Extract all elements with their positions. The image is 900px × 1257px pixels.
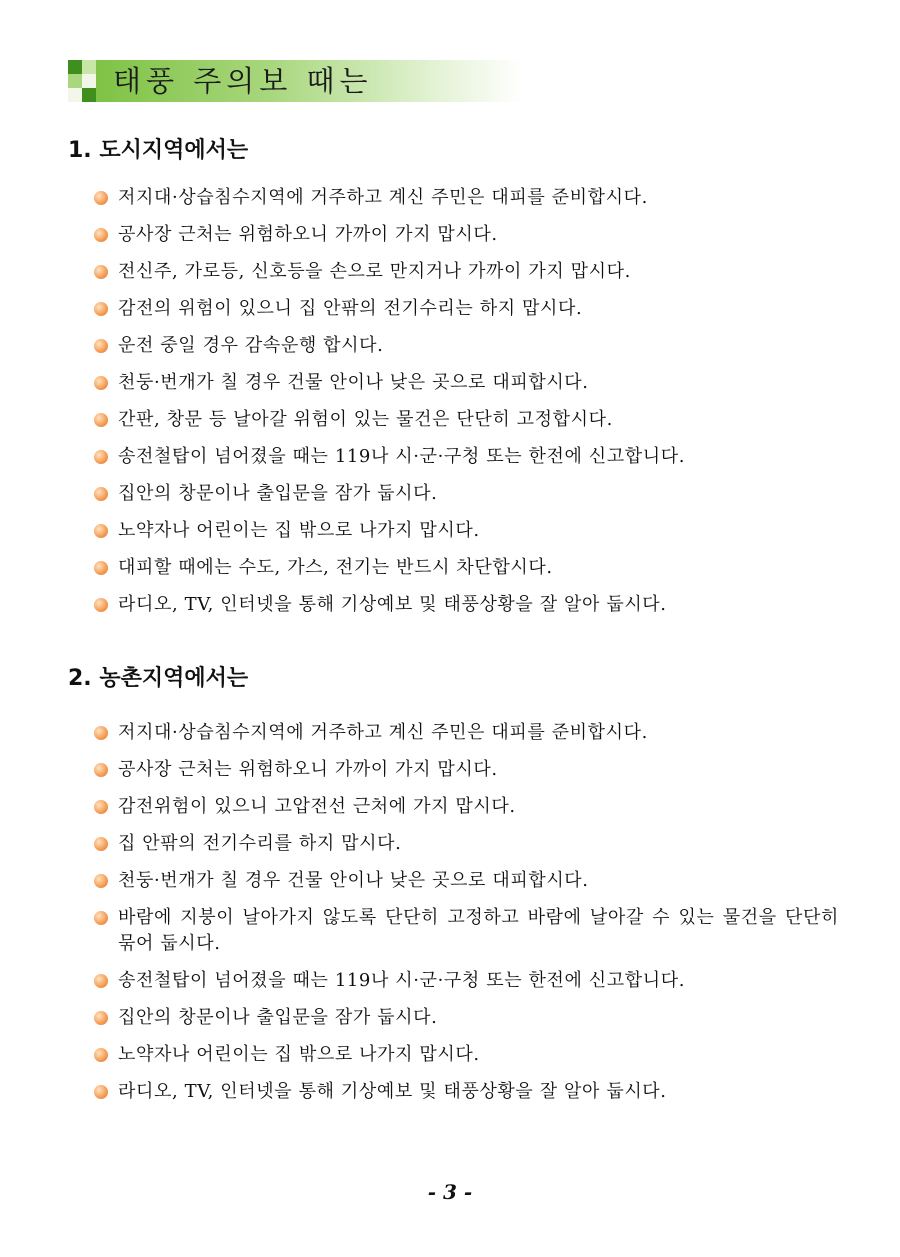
bullet-icon xyxy=(94,800,108,814)
section-heading-urban: 1. 도시지역에서는 xyxy=(68,138,249,163)
list-item: 공사장 근처는 위험하오니 가까이 가지 맙시다. xyxy=(94,222,839,248)
bullet-icon xyxy=(94,339,108,353)
list-item: 공사장 근처는 위험하오니 가까이 가지 맙시다. xyxy=(94,757,839,783)
banner-square-decoration-icon xyxy=(68,60,98,102)
list-item: 간판, 창문 등 날아갈 위험이 있는 물건은 단단히 고정합시다. xyxy=(94,407,839,433)
bullet-icon xyxy=(94,302,108,316)
list-item: 집 안팎의 전기수리를 하지 맙시다. xyxy=(94,831,839,857)
list-item: 감전위험이 있으니 고압전선 근처에 가지 맙시다. xyxy=(94,794,839,820)
bullet-icon xyxy=(94,487,108,501)
bullet-icon xyxy=(94,598,108,612)
bullet-icon xyxy=(94,450,108,464)
bullet-icon xyxy=(94,726,108,740)
urban-items-list xyxy=(94,185,839,629)
bullet-icon xyxy=(94,191,108,205)
list-item: 저지대·상습침수지역에 거주하고 계신 주민은 대피를 준비합시다. xyxy=(94,185,839,211)
list-item: 송전철탑이 넘어졌을 때는 119나 시·군·구청 또는 한전에 신고합니다. xyxy=(94,444,839,470)
section-heading-rural: 2. 농촌지역에서는 xyxy=(68,666,249,691)
list-item: 라디오, TV, 인터넷을 통해 기상예보 및 태풍상황을 잘 알아 둡시다. xyxy=(94,1079,839,1105)
bullet-icon xyxy=(94,974,108,988)
list-item: 노약자나 어린이는 집 밖으로 나가지 맙시다. xyxy=(94,1042,839,1068)
list-item: 천둥·번개가 칠 경우 건물 안이나 낮은 곳으로 대피합시다. xyxy=(94,868,839,894)
bullet-icon xyxy=(94,413,108,427)
page-title: 태풍 주의보 때는 xyxy=(113,64,373,98)
list-item: 노약자나 어린이는 집 밖으로 나가지 맙시다. xyxy=(94,518,839,544)
bullet-icon xyxy=(94,837,108,851)
bullet-icon xyxy=(94,763,108,777)
bullet-icon xyxy=(94,1011,108,1025)
list-item: 운전 중일 경우 감속운행 합시다. xyxy=(94,333,839,359)
list-item: 전신주, 가로등, 신호등을 손으로 만지거나 가까이 가지 맙시다. xyxy=(94,259,839,285)
bullet-icon xyxy=(94,1048,108,1062)
list-item: 대피할 때에는 수도, 가스, 전기는 반드시 차단합시다. xyxy=(94,555,839,581)
page-number: - 3 - xyxy=(427,1180,473,1204)
bullet-icon xyxy=(94,228,108,242)
list-item: 저지대·상습침수지역에 거주하고 계신 주민은 대피를 준비합시다. xyxy=(94,720,839,746)
list-item: 천둥·번개가 칠 경우 건물 안이나 낮은 곳으로 대피합시다. xyxy=(94,370,839,396)
list-item: 감전의 위험이 있으니 집 안팎의 전기수리는 하지 맙시다. xyxy=(94,296,839,322)
bullet-icon xyxy=(94,524,108,538)
bullet-icon xyxy=(94,265,108,279)
list-item: 송전철탑이 넘어졌을 때는 119나 시·군·구청 또는 한전에 신고합니다. xyxy=(94,968,839,994)
rural-items-list xyxy=(94,720,839,1116)
bullet-icon xyxy=(94,1085,108,1099)
bullet-icon xyxy=(94,561,108,575)
list-item: 집안의 창문이나 출입문을 잠가 둡시다. xyxy=(94,481,839,507)
list-item: 라디오, TV, 인터넷을 통해 기상예보 및 태풍상황을 잘 알아 둡시다. xyxy=(94,592,839,618)
list-item: 집안의 창문이나 출입문을 잠가 둡시다. xyxy=(94,1005,839,1031)
bullet-icon xyxy=(94,911,108,925)
list-item: 바람에 지붕이 날아가지 않도록 단단히 고정하고 바람에 날아갈 수 있는 물건을 단단히 묶어 둡시다. xyxy=(94,905,839,957)
bullet-icon xyxy=(94,376,108,390)
bullet-icon xyxy=(94,874,108,888)
